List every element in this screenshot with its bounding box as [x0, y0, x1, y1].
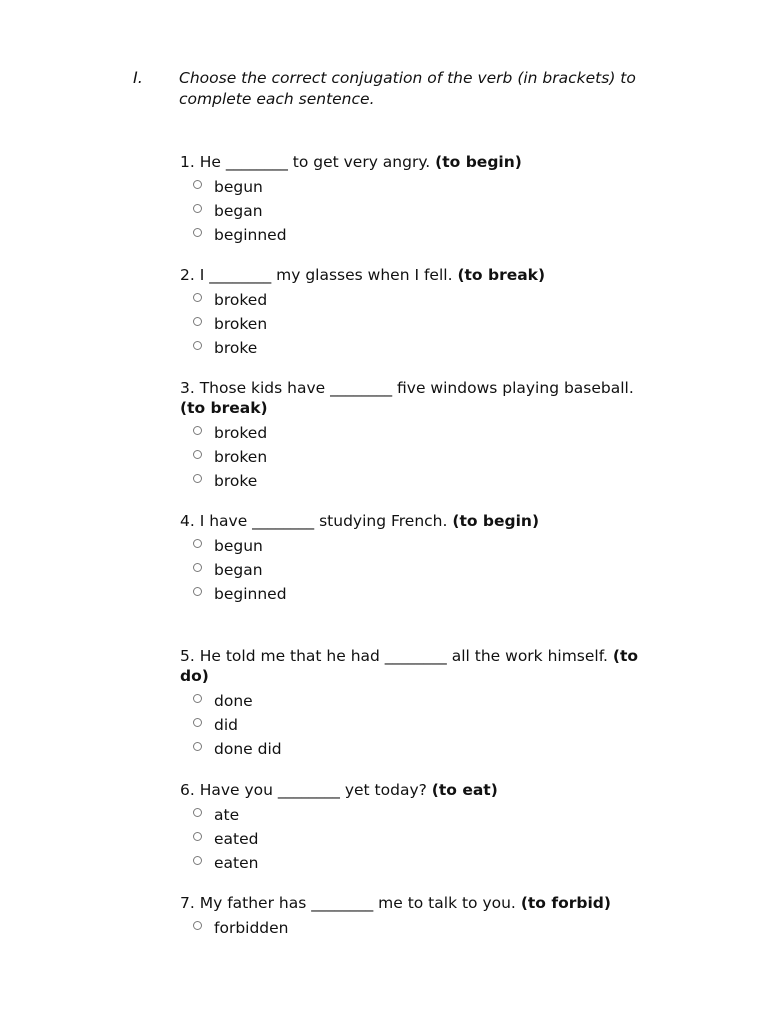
- radio-button-icon[interactable]: [193, 341, 202, 350]
- answer-option[interactable]: [180, 469, 660, 493]
- question-4: [180, 511, 660, 606]
- option-list: [180, 534, 660, 606]
- question-1: [180, 152, 660, 247]
- option-label: broked: [214, 291, 268, 309]
- radio-button-icon[interactable]: [193, 856, 202, 865]
- radio-button-icon[interactable]: [193, 742, 202, 751]
- question-text: 3. Those kids have ________ five windows playing baseball.: [180, 379, 634, 397]
- option-label: begun: [214, 537, 263, 555]
- question-hint: (to break): [457, 266, 546, 284]
- radio-button-icon[interactable]: [193, 921, 202, 930]
- radio-button-icon[interactable]: [193, 293, 202, 302]
- radio-button-icon[interactable]: [193, 426, 202, 435]
- answer-option[interactable]: [180, 421, 660, 445]
- answer-option[interactable]: [180, 558, 660, 582]
- radio-button-icon[interactable]: [193, 450, 202, 459]
- question-text: 7. My father has ________ me to talk to you.: [180, 894, 516, 912]
- radio-button-icon[interactable]: [193, 587, 202, 596]
- radio-button-icon[interactable]: [193, 694, 202, 703]
- question-text: 4. I have ________ studying French.: [180, 512, 448, 530]
- option-label: broked: [214, 424, 268, 442]
- question-hint: (to break): [180, 399, 268, 417]
- answer-option[interactable]: [180, 534, 660, 558]
- answer-option[interactable]: [180, 336, 660, 360]
- option-label: beginned: [214, 585, 287, 603]
- answer-option[interactable]: [180, 288, 660, 312]
- option-label: eated: [214, 830, 259, 848]
- option-label: began: [214, 561, 263, 579]
- option-list: [180, 175, 660, 247]
- answer-option[interactable]: [180, 199, 660, 223]
- radio-button-icon[interactable]: [193, 474, 202, 483]
- radio-button-icon[interactable]: [193, 204, 202, 213]
- option-list: [180, 689, 660, 761]
- question-hint: (to begin): [435, 153, 522, 171]
- option-label: done: [214, 692, 253, 710]
- option-list: [180, 288, 660, 360]
- option-label: ate: [214, 806, 240, 824]
- answer-option[interactable]: [180, 445, 660, 469]
- question-text: 1. He ________ to get very angry.: [180, 153, 431, 171]
- answer-option[interactable]: [180, 737, 660, 761]
- radio-button-icon[interactable]: [193, 317, 202, 326]
- radio-button-icon[interactable]: [193, 718, 202, 727]
- section-number: I.: [133, 68, 143, 87]
- radio-button-icon[interactable]: [193, 228, 202, 237]
- option-label: beginned: [214, 226, 287, 244]
- option-label: broken: [214, 315, 268, 333]
- answer-option[interactable]: [180, 916, 700, 940]
- question-2: [180, 265, 660, 360]
- option-list: [180, 916, 700, 940]
- option-label: done did: [214, 740, 282, 758]
- option-label: eaten: [214, 854, 259, 872]
- answer-option[interactable]: [180, 827, 660, 851]
- answer-option[interactable]: [180, 851, 660, 875]
- radio-button-icon[interactable]: [193, 832, 202, 841]
- option-list: [180, 803, 660, 875]
- option-label: forbidden: [214, 919, 289, 937]
- option-label: began: [214, 202, 263, 220]
- answer-option[interactable]: [180, 312, 660, 336]
- question-hint: (to eat): [431, 781, 498, 799]
- question-6: [180, 780, 660, 875]
- answer-option[interactable]: [180, 175, 660, 199]
- radio-button-icon[interactable]: [193, 180, 202, 189]
- question-3: [180, 378, 660, 493]
- answer-option[interactable]: [180, 713, 660, 737]
- option-label: broke: [214, 472, 258, 490]
- option-label: did: [214, 716, 238, 734]
- option-list: [180, 421, 660, 493]
- answer-option[interactable]: [180, 803, 660, 827]
- question-text: 2. I ________ my glasses when I fell.: [180, 266, 453, 284]
- question-hint: (to begin): [452, 512, 540, 530]
- option-label: broken: [214, 448, 268, 466]
- instructions: Choose the correct conjugation of the verb (in brackets) to complete each sentence.: [179, 69, 636, 108]
- question-5: [180, 646, 660, 761]
- radio-button-icon[interactable]: [193, 808, 202, 817]
- question-7: [180, 893, 700, 940]
- question-hint: (to do): [180, 647, 639, 685]
- question-hint: (to forbid): [520, 894, 611, 912]
- question-text: 6. Have you ________ yet today?: [180, 781, 427, 799]
- answer-option[interactable]: [180, 582, 660, 606]
- question-text: 5. He told me that he had ________ all the work himself.: [180, 647, 608, 665]
- option-label: begun: [214, 178, 263, 196]
- radio-button-icon[interactable]: [193, 539, 202, 548]
- radio-button-icon[interactable]: [193, 563, 202, 572]
- answer-option[interactable]: [180, 689, 660, 713]
- answer-option[interactable]: [180, 223, 660, 247]
- option-label: broke: [214, 339, 258, 357]
